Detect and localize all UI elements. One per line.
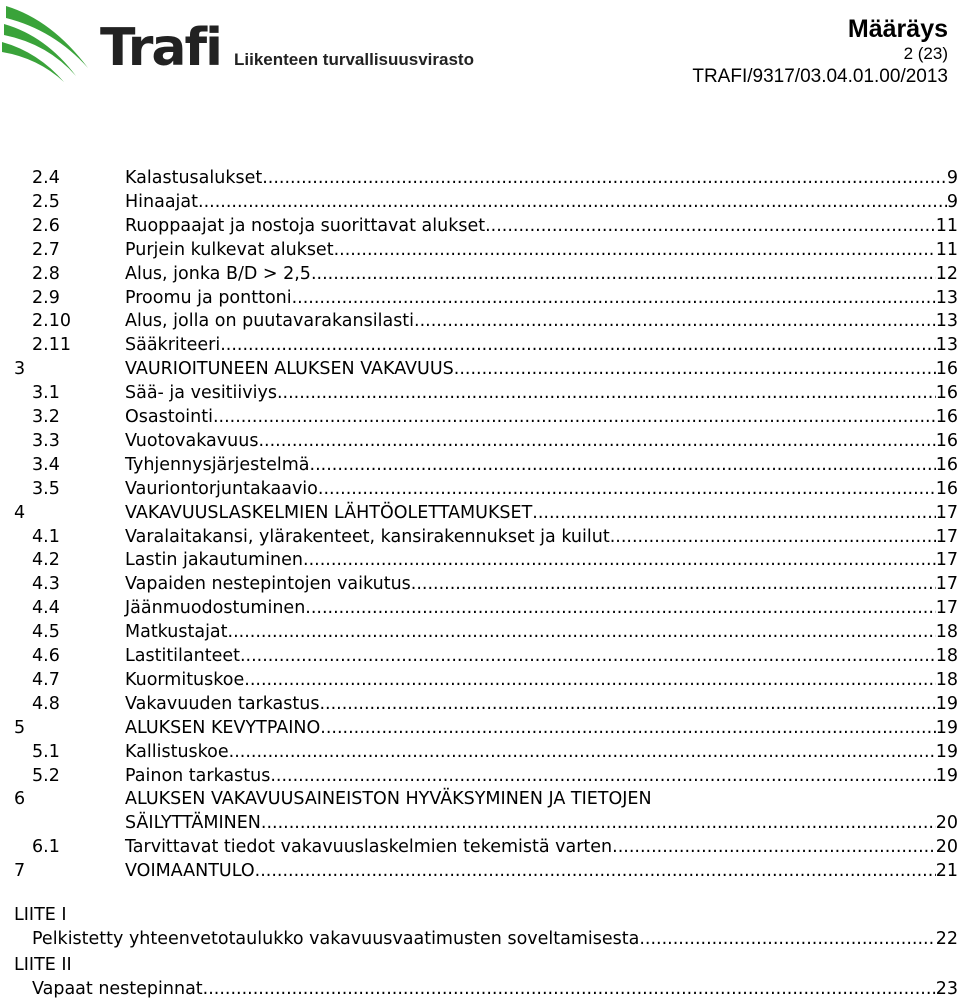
toc-entry-page: 16 <box>935 383 958 404</box>
toc-entry-page: 16 <box>935 359 958 380</box>
toc-leader-dots <box>262 166 947 190</box>
toc-entry-text <box>125 764 958 788</box>
toc-entry-text <box>125 214 958 238</box>
toc-entry-page: 9 <box>946 168 958 188</box>
toc-entry-page: 13 <box>935 311 958 332</box>
toc-leader-dots <box>203 977 936 1001</box>
toc-entry-number: 4.8 <box>32 693 60 714</box>
toc-entry-page: 19 <box>935 693 958 714</box>
toc-entry-number: 2.7 <box>32 239 60 260</box>
toc-leader-dots <box>258 429 935 453</box>
toc-entry-label: Hinaajat <box>125 191 199 212</box>
toc-entry-text <box>125 453 958 477</box>
toc-entry-text <box>125 692 958 716</box>
toc-entry[interactable] <box>32 668 958 692</box>
toc-entry-label: ALUKSEN KEVYTPAINO <box>125 717 321 738</box>
toc-entry-page: 13 <box>935 287 958 308</box>
toc-entry-label: SÄILYTTÄMINEN <box>125 813 261 834</box>
toc-entry[interactable] <box>32 644 958 668</box>
toc-entry-number: 3.1 <box>32 383 60 404</box>
toc-entry-number: 3.3 <box>32 430 60 451</box>
toc-entry-number: 4.7 <box>32 669 60 690</box>
appendix-entry-text <box>32 977 958 1001</box>
toc-entry-number: 5 <box>14 717 26 738</box>
toc-entry-page: 19 <box>935 717 958 738</box>
toc-entry-label: Kalastusalukset <box>125 168 263 188</box>
brand-name: Trafi <box>100 18 221 78</box>
toc-entry-text <box>125 333 958 357</box>
toc-entry-number: 5.2 <box>32 765 60 786</box>
toc-entry-page: 18 <box>935 622 958 643</box>
toc-entry-label: Kuormituskoe <box>125 669 245 690</box>
toc-entry[interactable] <box>32 333 958 357</box>
toc-leader-dots <box>244 668 935 692</box>
toc-entry-number: 4.3 <box>32 574 60 595</box>
document-reference: TRAFI/9317/03.04.01.00/2013 <box>692 66 948 87</box>
appendix-page: 22 <box>935 929 958 949</box>
toc-entry-number: 2.11 <box>32 335 71 356</box>
toc-entry-page: 13 <box>935 335 958 356</box>
toc-entry-number: 2.9 <box>32 287 60 308</box>
toc-entry-page: 18 <box>935 669 958 690</box>
appendix-page: 23 <box>935 979 958 999</box>
toc-entry-label: Lastitilanteet <box>125 646 240 666</box>
toc-entry-text <box>125 835 958 859</box>
toc-entry[interactable] <box>32 286 958 310</box>
toc-entry[interactable] <box>32 548 958 572</box>
toc-entry-number: 5.1 <box>32 741 60 762</box>
toc-entry[interactable] <box>32 811 958 835</box>
toc-entry-text <box>125 548 958 572</box>
toc-entry-label: Tyhjennysjärjestelmä <box>125 454 310 475</box>
toc-leader-dots <box>612 835 936 859</box>
toc-entry-label: Sää- ja vesitiiviys <box>125 383 277 404</box>
toc-entry-number: 4 <box>14 502 26 523</box>
toc-leader-dots <box>240 644 936 668</box>
toc-leader-dots <box>334 238 936 262</box>
toc-leader-dots <box>310 453 936 477</box>
toc-entry-page: 19 <box>935 765 958 786</box>
toc-entry[interactable] <box>32 692 958 716</box>
toc-entry[interactable] <box>32 596 958 620</box>
toc-entry-text <box>125 429 958 453</box>
toc-entry[interactable] <box>32 309 958 333</box>
toc-entry-number: 6.1 <box>32 837 60 858</box>
toc-entry-label: Proomu ja ponttoni <box>125 287 292 308</box>
toc-entry-text <box>125 405 958 429</box>
toc-entry[interactable] <box>32 453 958 477</box>
toc-entry-label: Kallistuskoe <box>125 741 229 762</box>
toc-entry-label: Sääkriteeri <box>125 335 221 356</box>
toc-entry-page: 16 <box>935 407 958 427</box>
toc-entry-page: 16 <box>935 478 958 499</box>
toc-entry-page: 16 <box>935 454 958 475</box>
toc-entry-text <box>125 501 958 525</box>
toc-entry[interactable] <box>14 859 958 883</box>
toc-entry-label: Varalaitakansi, ylärakenteet, kansirakennukset ja kuilut <box>125 526 610 547</box>
toc-entry-label: Ruoppaajat ja nostoja suorittavat alukset <box>125 215 486 236</box>
toc-entry[interactable] <box>32 190 958 214</box>
appendix-title: LIITE II <box>14 955 72 975</box>
toc-entry-number: 3.4 <box>32 454 60 475</box>
toc-entry[interactable] <box>32 381 958 405</box>
appendix-entry[interactable] <box>32 977 958 1001</box>
toc-entry-label: Purjein kulkevat alukset <box>125 239 334 260</box>
toc-entry-number: 3.2 <box>32 407 60 427</box>
toc-entry-label: Alus, jolla on puutavarakansilasti <box>125 311 415 332</box>
toc-entry-number: 4.1 <box>32 526 60 547</box>
toc-entry-text <box>125 716 958 740</box>
toc-leader-dots <box>270 764 935 788</box>
toc-entry-text <box>125 262 958 286</box>
toc-entry-label: Jäänmuodostuminen <box>125 598 306 619</box>
trafi-logo <box>0 0 474 90</box>
toc-entry[interactable] <box>32 764 958 788</box>
toc-leader-dots <box>532 501 935 525</box>
toc-entry-label: VAKAVUUSLASKELMIEN LÄHTÖOLETTAMUKSET <box>125 502 533 523</box>
toc-entry-number: 2.5 <box>32 191 60 212</box>
toc-entry-text <box>125 525 958 549</box>
toc-leader-dots <box>213 405 936 429</box>
toc-entry-text <box>125 166 958 190</box>
toc-entry-page: 17 <box>935 598 958 619</box>
toc-entry-number: 2.4 <box>32 168 60 188</box>
agency-name: Liikenteen turvallisuusvirasto <box>234 50 474 69</box>
toc-leader-dots <box>229 740 936 764</box>
toc-leader-dots <box>303 548 936 572</box>
toc-entry-text <box>125 596 958 620</box>
toc-leader-dots <box>292 286 936 310</box>
toc-entry-number: 2.6 <box>32 215 60 236</box>
toc-entry[interactable] <box>32 572 958 596</box>
toc-entry[interactable] <box>32 166 958 190</box>
toc-entry-text <box>125 357 958 381</box>
toc-entry-label: Tarvittavat tiedot vakavuuslaskelmien tekemistä varten <box>125 837 613 858</box>
appendix-entry-text <box>32 927 958 951</box>
toc-entry-page: 18 <box>935 646 958 666</box>
toc-entry-label: Matkustajat <box>125 622 228 643</box>
toc-entry-page: 16 <box>935 430 958 451</box>
toc-entry-text <box>125 859 958 883</box>
toc-entry-page: 17 <box>935 526 958 547</box>
toc-entry-page: 20 <box>935 837 958 858</box>
toc-entry-text <box>125 572 958 596</box>
toc-entry[interactable] <box>32 620 958 644</box>
toc-entry-number: 4.4 <box>32 598 60 619</box>
toc-leader-dots <box>255 859 936 883</box>
toc-entry-text <box>125 190 958 214</box>
toc-entry-page: 12 <box>935 263 958 284</box>
toc-entry[interactable] <box>32 262 958 286</box>
toc-entry[interactable] <box>14 716 958 740</box>
toc-leader-dots <box>228 620 936 644</box>
appendix-title: LIITE I <box>14 905 67 925</box>
toc-entry-text <box>125 309 958 333</box>
toc-entry-label: Osastointi <box>125 407 213 427</box>
toc-entry-number: 3.5 <box>32 478 60 499</box>
toc-entry[interactable] <box>14 357 958 381</box>
toc-entry-page: 11 <box>935 215 958 236</box>
toc-entry-number: 6 <box>14 789 26 810</box>
toc-entry-number: 4.6 <box>32 646 60 666</box>
toc-entry[interactable] <box>32 429 958 453</box>
toc-leader-dots <box>454 357 936 381</box>
toc-entry-label: ALUKSEN VAKAVUUSAINEISTON HYVÄKSYMINEN JA TIETOJEN <box>125 789 652 810</box>
toc-entry-text <box>125 811 958 835</box>
toc-entry[interactable] <box>32 477 958 501</box>
toc-entry-page: 19 <box>935 741 958 762</box>
toc-entry-label: Lastin jakautuminen <box>125 550 304 571</box>
toc-leader-dots <box>220 333 936 357</box>
toc-entry-text <box>125 740 958 764</box>
toc-leader-dots <box>320 716 935 740</box>
toc-entry-number: 4.2 <box>32 550 60 571</box>
toc-entry-number: 2.8 <box>32 263 60 284</box>
toc-entry-label: Vuotovakavuus <box>125 430 259 451</box>
toc-leader-dots <box>305 596 935 620</box>
toc-entry-text <box>125 381 958 405</box>
toc-entry[interactable] <box>32 405 958 429</box>
trafi-swoosh-icon <box>0 0 100 90</box>
toc-entry-number: 4.5 <box>32 622 60 643</box>
toc-entry-text <box>125 477 958 501</box>
toc-entry[interactable] <box>32 238 958 262</box>
toc-entry-page: 11 <box>935 239 958 260</box>
toc-entry[interactable] <box>32 214 958 238</box>
toc-leader-dots <box>318 477 936 501</box>
toc-entry-text <box>125 644 958 668</box>
toc-entry-label: Vakavuuden tarkastus <box>125 693 320 714</box>
toc-leader-dots <box>414 309 936 333</box>
appendix-label: Pelkistetty yhteenvetotaulukko vakavuusvaatimusten soveltamisesta <box>32 929 640 949</box>
toc-entry[interactable] <box>14 501 958 525</box>
toc-entry-number: 3 <box>14 359 26 380</box>
toc-entry-page: 9 <box>946 191 958 212</box>
toc-entry[interactable] <box>14 787 958 811</box>
toc-entry[interactable] <box>32 835 958 859</box>
toc-entry-label: Vauriontorjuntakaavio <box>125 478 318 499</box>
toc-leader-dots <box>639 927 935 951</box>
toc-entry[interactable] <box>32 525 958 549</box>
toc-entry-page: 21 <box>935 861 958 882</box>
toc-leader-dots <box>411 572 936 596</box>
toc-leader-dots <box>319 692 935 716</box>
toc-entry-text <box>125 286 958 310</box>
toc-leader-dots <box>311 262 936 286</box>
toc-entry[interactable] <box>32 740 958 764</box>
toc-leader-dots <box>261 811 936 835</box>
toc-entry-label: VAURIOITUNEEN ALUKSEN VAKAVUUS <box>125 359 454 380</box>
appendix-entry[interactable] <box>32 927 958 951</box>
toc-leader-dots <box>610 525 936 549</box>
document-type: Määräys <box>847 15 948 43</box>
toc-entry-label: VOIMAANTULO <box>125 861 255 882</box>
toc-entry-number: 7 <box>14 861 26 882</box>
toc-entry-label: Alus, jonka B/D > 2,5 <box>125 263 311 284</box>
toc-entry-label: Vapaiden nestepintojen vaikutus <box>125 574 411 595</box>
toc-leader-dots <box>277 381 936 405</box>
toc-entry-page: 17 <box>935 574 958 595</box>
toc-entry-text <box>125 620 958 644</box>
toc-leader-dots <box>198 190 947 214</box>
toc-entry-page: 17 <box>935 502 958 523</box>
toc-entry-page: 17 <box>935 550 958 571</box>
toc-entry-page: 20 <box>935 813 958 834</box>
toc-entry-number: 2.10 <box>32 311 71 332</box>
appendix-label: Vapaat nestepinnat <box>32 979 203 999</box>
toc-entry-text <box>125 787 958 811</box>
toc-entry-text <box>125 238 958 262</box>
toc-entry-text <box>125 668 958 692</box>
page-number: 2 (23) <box>903 44 948 63</box>
toc-entry-label: Painon tarkastus <box>125 765 271 786</box>
toc-leader-dots <box>485 214 936 238</box>
